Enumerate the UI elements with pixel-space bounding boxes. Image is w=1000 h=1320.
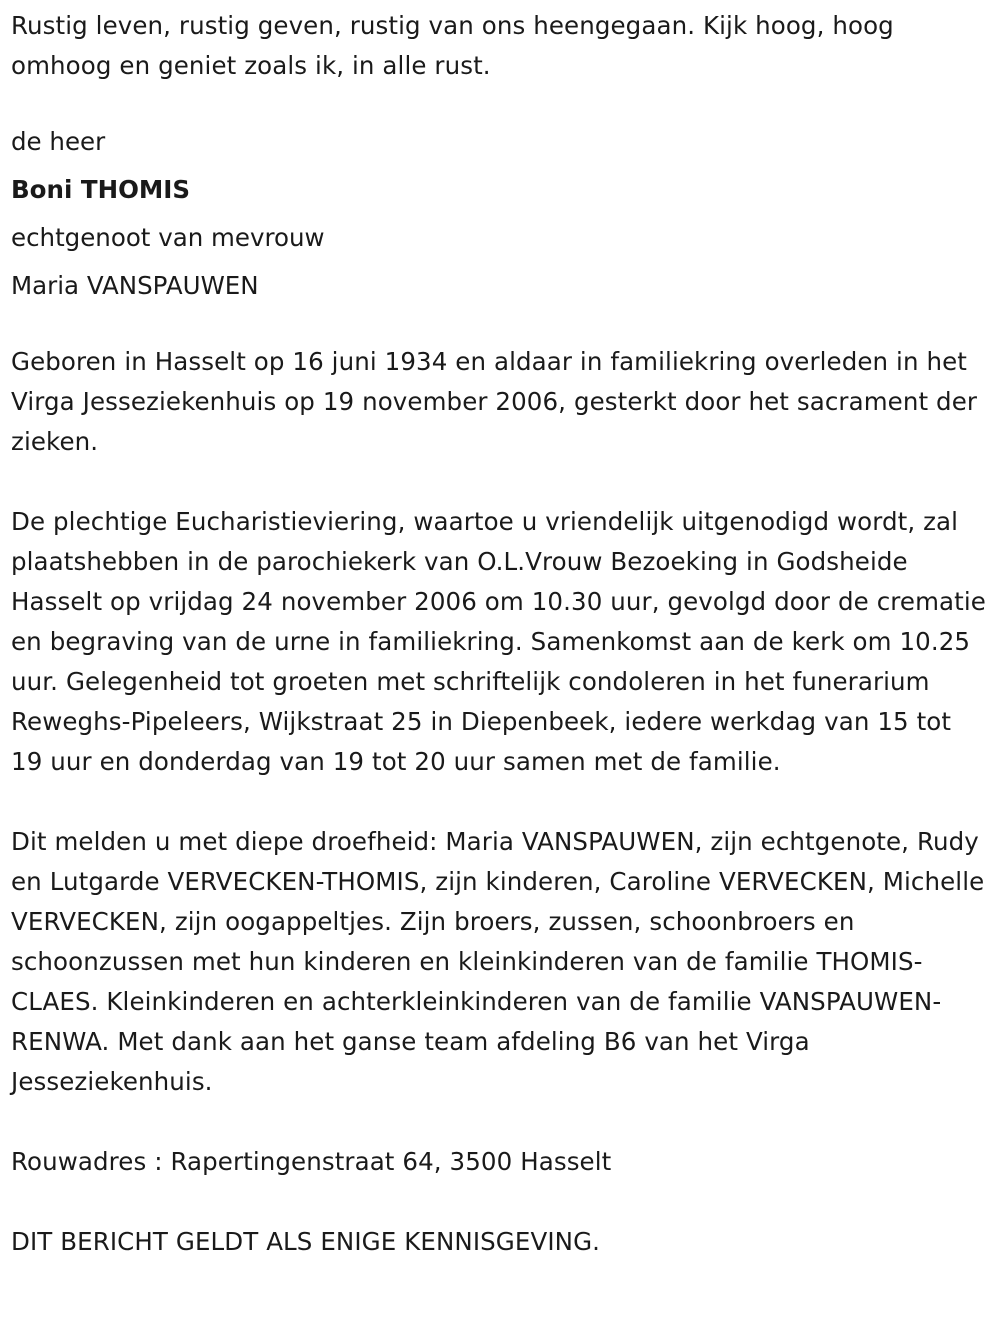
spacer [11,86,990,118]
motto-text: Rustig leven, rustig geven, rustig van ons heengegaan. Kijk hoog, hoog omhoog en geniet zoals ik, in alle rust. [11,11,894,80]
closing-statement: DIT BERICHT GELDT ALS ENIGE KENNISGEVING. [11,1227,601,1256]
deceased-name: Boni THOMIS [11,175,191,204]
spacer [11,310,990,342]
spacer [11,1182,990,1222]
spacer [11,1102,990,1142]
spacer [11,782,990,822]
mourning-address: Rouwadres : Rapertingenstraat 64, 3500 Hasselt [11,1147,612,1176]
spouse-label: echtgenoot van mevrouw [11,223,325,252]
spacer [11,462,990,502]
ceremony-paragraph: De plechtige Eucharistieviering, waartoe u vriendelijk uitgenodigd wordt, zal plaatshebben in de parochiekerk van O.L.Vrouw Bezoeking in Godsheide Hasselt op vrijdag 24 november 2006 om 10.30 uur, gevolgd door de crematie en begraving van de urne in familiekring. Samenkomst aan de kerk om 10.25 uur. Gelegenheid tot groeten met schriftelijk condoleren in het funerarium Reweghs-Pipeleers, Wijkstraat 25 in Diepenbeek, iedere werkdag van 15 tot 19 uur en donderdag van 19 tot 20 uur samen met de familie. [11,507,986,776]
honorific: de heer [11,127,106,156]
announcers-paragraph: Dit melden u met diepe droefheid: Maria VANSPAUWEN, zijn echtgenote, Rudy en Lutgarde VERVECKEN-THOMIS, zijn kinderen, Caroline VERVECKEN, Michelle VERVECKEN, zijn oogappeltjes. Zijn broers, zussen, schoonbroers en schoonzussen met hun kinderen en kleinkinderen van de familie THOMIS-CLAES. Kleinkinderen en achterkleinkinderen van de familie VANSPAUWEN-RENWA. Met dank aan het ganse team afdeling B6 van het Virga Jesseziekenhuis. [11,827,985,1096]
birth-death-paragraph: Geboren in Hasselt op 16 juni 1934 en aldaar in familiekring overleden in het Virga Jesseziekenhuis op 19 november 2006, gesterkt door het sacrament der zieken. [11,347,978,456]
spouse-name: Maria VANSPAUWEN [11,271,259,300]
